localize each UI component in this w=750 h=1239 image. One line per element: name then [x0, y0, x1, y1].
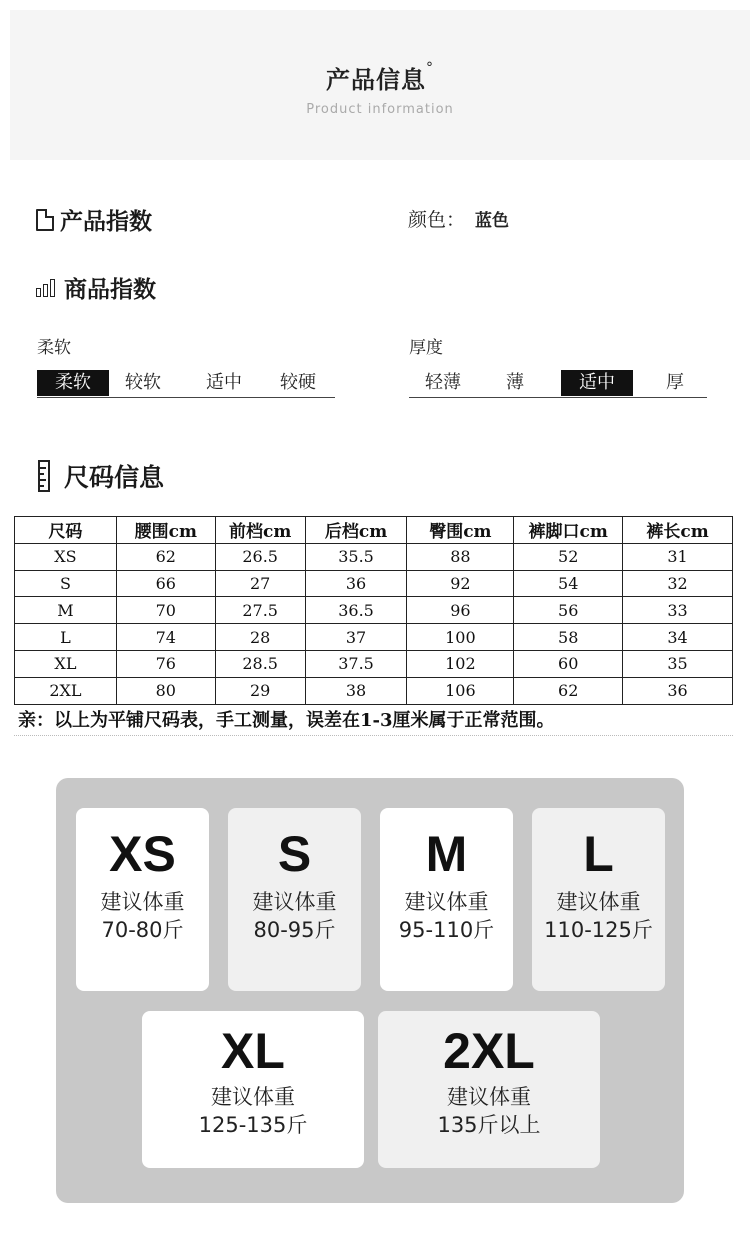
table-cell: 33: [623, 597, 733, 624]
weight-card-l: [532, 808, 665, 991]
table-cell: 92: [407, 570, 514, 597]
weight-panel: [56, 778, 684, 1203]
goods-index-heading: 商品指数: [36, 271, 156, 304]
table-cell: 56: [514, 597, 623, 624]
table-cell: 96: [407, 597, 514, 624]
page-subtitle: Product information: [306, 102, 454, 117]
card-size: S: [277, 826, 312, 882]
table-cell: 36: [623, 677, 733, 704]
table-cell: 34: [623, 624, 733, 651]
card-range: 110-125斤: [544, 918, 653, 942]
card-label: 建议体重: [100, 890, 185, 914]
table-cell: 52: [514, 543, 623, 570]
document-icon: [36, 209, 54, 231]
table-cell: M: [15, 597, 117, 624]
table-row: [15, 597, 733, 624]
table-header-cell: 尺码: [15, 517, 117, 544]
table-cell: 76: [116, 650, 215, 677]
weight-card-xl: [142, 1011, 364, 1168]
softness-option: 柔软: [37, 370, 109, 396]
table-cell: 28.5: [215, 650, 305, 677]
table-header-cell: 后档cm: [305, 517, 407, 544]
thickness-option: 薄: [506, 372, 524, 393]
color-value: 蓝色: [475, 211, 510, 231]
card-range: 70-80斤: [101, 918, 184, 942]
table-cell: 38: [305, 677, 407, 704]
table-cell: 37: [305, 624, 407, 651]
card-range: 125-135斤: [198, 1113, 308, 1137]
table-cell: 88: [407, 543, 514, 570]
softness-option: 较软: [125, 372, 161, 393]
table-cell: L: [15, 624, 117, 651]
table-cell: 27.5: [215, 597, 305, 624]
size-table-note: 亲：以上为平铺尺码表，手工测量，误差在1-3厘米属于正常范围。: [18, 710, 555, 731]
table-header-cell: 前档cm: [215, 517, 305, 544]
table-cell: 28: [215, 624, 305, 651]
thickness-label: 厚度: [409, 338, 443, 358]
weight-card-xs: [76, 808, 209, 991]
table-row: [15, 650, 733, 677]
card-size: XL: [221, 1023, 285, 1079]
table-cell: 26.5: [215, 543, 305, 570]
table-cell: 32: [623, 570, 733, 597]
table-cell: 35.5: [305, 543, 407, 570]
table-cell: XS: [15, 543, 117, 570]
size-info-heading: 尺码信息: [38, 458, 164, 494]
card-range: 95-110斤: [398, 918, 495, 942]
thickness-option: 轻薄: [425, 372, 461, 393]
table-header-cell: 腰围cm: [116, 517, 215, 544]
table-header-row: [15, 517, 733, 544]
card-label: 建议体重: [252, 890, 337, 914]
table-header-cell: 裤长cm: [623, 517, 733, 544]
table-header-cell: 臀围cm: [407, 517, 514, 544]
table-cell: 54: [514, 570, 623, 597]
card-range: 135斤以上: [437, 1113, 541, 1137]
thickness-option: 适中: [561, 370, 633, 396]
weight-card-2xl: [378, 1011, 600, 1168]
weight-card-m: [380, 808, 513, 991]
table-cell: 27: [215, 570, 305, 597]
table-row: [15, 570, 733, 597]
card-size: XS: [109, 826, 176, 882]
card-label: 建议体重: [211, 1085, 295, 1109]
color-info: [408, 205, 509, 232]
ruler-icon: [38, 460, 50, 492]
softness-option: 适中: [206, 372, 242, 393]
table-cell: 100: [407, 624, 514, 651]
table-row: [15, 543, 733, 570]
table-row: [15, 677, 733, 704]
card-label: 建议体重: [447, 1085, 531, 1109]
card-range: 80-95斤: [253, 918, 336, 942]
card-size: 2XL: [443, 1023, 535, 1079]
table-cell: 36: [305, 570, 407, 597]
table-cell: 80: [116, 677, 215, 704]
table-cell: 58: [514, 624, 623, 651]
page-title: 产品信息°: [326, 60, 434, 94]
table-cell: 35: [623, 650, 733, 677]
table-cell: 74: [116, 624, 215, 651]
table-cell: 66: [116, 570, 215, 597]
bar-chart-icon: [36, 279, 58, 297]
table-cell: 60: [514, 650, 623, 677]
table-cell: 106: [407, 677, 514, 704]
table-cell: 62: [514, 677, 623, 704]
size-table: [14, 516, 733, 705]
card-size: M: [425, 826, 468, 882]
color-label: 颜色：: [408, 209, 466, 231]
thickness-option: 厚: [666, 372, 684, 393]
softness-scale: [37, 368, 335, 398]
table-cell: S: [15, 570, 117, 597]
table-cell: XL: [15, 650, 117, 677]
table-cell: 102: [407, 650, 514, 677]
table-cell: 70: [116, 597, 215, 624]
thickness-scale: [409, 368, 707, 398]
table-cell: 29: [215, 677, 305, 704]
card-label: 建议体重: [404, 890, 489, 914]
card-size: L: [583, 826, 614, 882]
softness-option: 较硬: [280, 372, 316, 393]
table-header-cell: 裤脚口cm: [514, 517, 623, 544]
table-cell: 37.5: [305, 650, 407, 677]
product-index-heading: 产品指数: [36, 203, 152, 236]
table-row: [15, 624, 733, 651]
divider: [14, 735, 733, 736]
table-cell: 2XL: [15, 677, 117, 704]
weight-card-s: [228, 808, 361, 991]
table-cell: 31: [623, 543, 733, 570]
softness-label: 柔软: [37, 338, 71, 358]
table-cell: 36.5: [305, 597, 407, 624]
table-cell: 62: [116, 543, 215, 570]
card-label: 建议体重: [556, 890, 641, 914]
